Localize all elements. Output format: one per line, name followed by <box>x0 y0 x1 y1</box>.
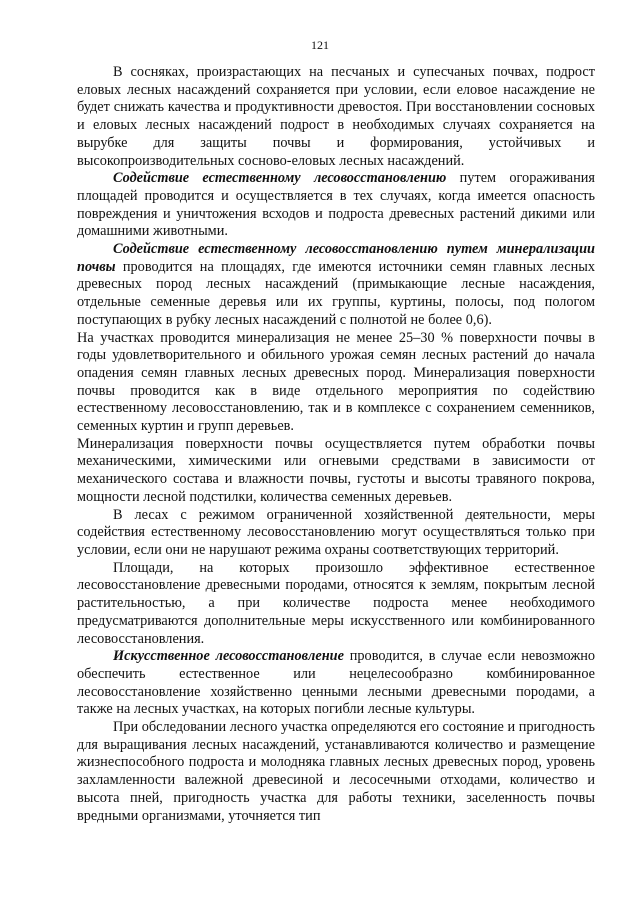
paragraph <box>77 507 595 560</box>
page-number: 121 <box>311 38 329 52</box>
paragraph-text: При обследовании лесного участка определяются его состояние и пригодность для выращивания лесных насаждений, устанавливаются количество и размещение жизнеспособного подроста и молодняка главных лесных древесных пород, уровень захламленности валежной древесиной и лесосечными отходами, количество и высота пней, пригодность участка для работы техники, заселенность почвы вредными организмами, уточняется тип <box>77 719 595 824</box>
paragraph-text: На участках проводится минерализация не менее 25–30 % поверхности почвы в годы удовлетворительного и обильного урожая семян лесных растений до начала опадения семян главных лесных древесных пород. Минерализация поверхности почвы проводится как в виде отдельного мероприятия по содействию естественному лесовосстановлению, так и в комплексе с сохранением семенников, семенных куртин и групп деревьев. <box>77 329 595 435</box>
paragraph <box>77 560 595 649</box>
term-emphasis: Содействие естественному лесовосстановлению <box>113 170 447 187</box>
paragraph <box>77 64 595 170</box>
paragraph <box>77 719 595 825</box>
paragraph <box>77 648 595 719</box>
paragraph-text: В лесах с режимом ограниченной хозяйственной деятельности, меры содействия естественному лесовосстановлению могут осуществляться только при условии, если они не нарушают режима охраны соответствующих территорий. <box>77 506 595 558</box>
paragraph <box>77 170 595 241</box>
paragraph-text: проводится на площадях, где имеются источники семян главных лесных древесных пород лесных насаждений (примыкающие лесные насаждения, отдельные семенные деревья или их группы, куртины, полосы, под пологом поступающих в рубку лесных насаждений с полнотой не более 0,6). <box>77 258 595 328</box>
paragraph <box>77 241 595 330</box>
paragraph-text: В сосняках, произрастающих на песчаных и супесчаных почвах, подрост еловых лесных насаждений сохраняется при условии, если еловое насаждение не будет снижать качества и продуктивности древостоя. При восстановлении сосновых и еловых лесных насаждений подрост в необходимых случаях сохраняется на вырубке для защиты почвы и формирования, устойчивых и высокопроизводительных сосново-еловых лесных насаждений. <box>77 64 595 169</box>
paragraph <box>77 436 595 507</box>
paragraph-text: Площади, на которых произошло эффективное естественное лесовосстановление древесными породами, относятся к землям, покрытым лесной растительностью, а при количестве подроста менее необходимого предусматриваются дополнительные меры искусственного или комбинированного лесовосстановления. <box>77 559 595 647</box>
paragraph-text: проводится, в случае если невозможно обеспечить естественное или нецелесообразно комбинированное лесовосстановление хозяйственно ценными лесными древесными породами, а также на лесных участках, на которых погибли лесные культуры. <box>77 648 596 718</box>
term-emphasis: Искусственное лесовосстановление <box>113 648 344 665</box>
body-text <box>77 64 595 825</box>
paragraph-text: путем огораживания площадей проводится и осуществляется в тех случаях, когда имеется опасность повреждения и уничтожения всходов и подроста древесных растений дикими или домашними животными. <box>77 170 595 240</box>
paragraph-text: Минерализация поверхности почвы осуществляется путем обработки почвы механическими, химическими или огневыми средствами в зависимости от механического состава и влажности почвы, густоты и высоты травяного покрова, мощности лесной подстилки, количества семенных деревьев. <box>77 435 595 505</box>
paragraph <box>77 330 595 436</box>
term-emphasis: Содействие естественному лесовосстановлению путем минерализации почвы <box>77 241 595 275</box>
